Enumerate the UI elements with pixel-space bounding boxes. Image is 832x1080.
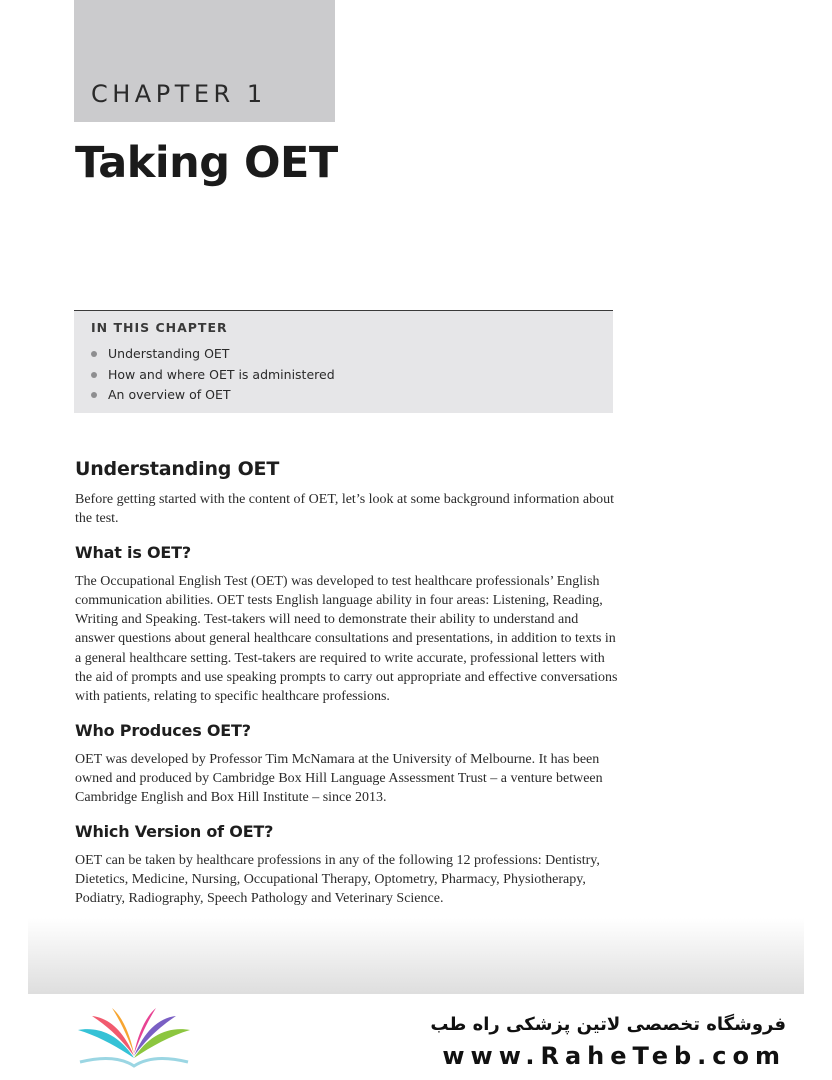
section-heading-who-produces: Who Produces OET? <box>75 720 251 740</box>
main-content <box>75 458 620 908</box>
bullet-icon <box>91 392 97 398</box>
list-item-text: How and where OET is administered <box>108 366 335 382</box>
section-body-which-version: OET can be taken by healthcare professions in any of the following 12 professions: Dentistry, Dietetics, Medicine, Nursing, Occupational Therapy, Optometry, Pharmacy, Physiotherapy, Podiatry, Radiography, Speech Pathology and Veterinary Science. <box>75 852 600 907</box>
list-item-text: An overview of OET <box>108 387 231 402</box>
list-item <box>91 344 335 365</box>
chapter-title: Taking OET <box>75 138 338 188</box>
in-this-chapter-heading: IN THIS CHAPTER <box>91 320 228 335</box>
section-heading-understanding: Understanding OET <box>75 458 280 480</box>
open-book-logo-icon <box>70 1006 198 1070</box>
page-bottom-fade <box>28 918 804 994</box>
store-name: فروشگاه تخصصی لاتین پزشکی راه طب <box>430 1014 786 1035</box>
section-body-who-produces: OET was developed by Professor Tim McNamara at the University of Melbourne. It has been owned and produced by Cambridge Box Hill Language Assessment Trust – a venture between Cambridge English and Box Hill Institute – since 2013. <box>75 751 603 806</box>
chapter-label: CHAPTER 1 <box>91 80 267 108</box>
store-url-link[interactable]: www.RaheTeb.com <box>442 1042 786 1070</box>
bullet-icon <box>91 351 97 357</box>
section-body-understanding: Before getting started with the content of OET, let’s look at some background information about the test. <box>75 492 614 527</box>
list-item <box>91 365 335 386</box>
section-heading-what-is: What is OET? <box>75 542 191 562</box>
list-item-text: Understanding OET <box>108 346 230 361</box>
chapter-topics-list <box>91 344 335 406</box>
section-body-what-is: The Occupational English Test (OET) was developed to test healthcare professionals’ English communication abilities. OET tests English language ability in four areas: Listening, Reading, Writing and Speaking. Test-takers will need to demonstrate their ability to understand and answer questions about general healthcare consultations and presentations, in addition to texts in a general healthcare setting. Test-takers are required to write accurate, professional letters with the aid of prompts and use speaking prompts to carry out appropriate and effective conversations with patients, relating to specific healthcare professions. <box>75 573 618 705</box>
section-heading-which-version: Which Version of OET? <box>75 821 274 841</box>
bullet-icon <box>91 372 97 378</box>
footer-banner <box>0 994 832 1080</box>
list-item <box>91 385 335 406</box>
in-this-chapter-box <box>74 310 613 413</box>
